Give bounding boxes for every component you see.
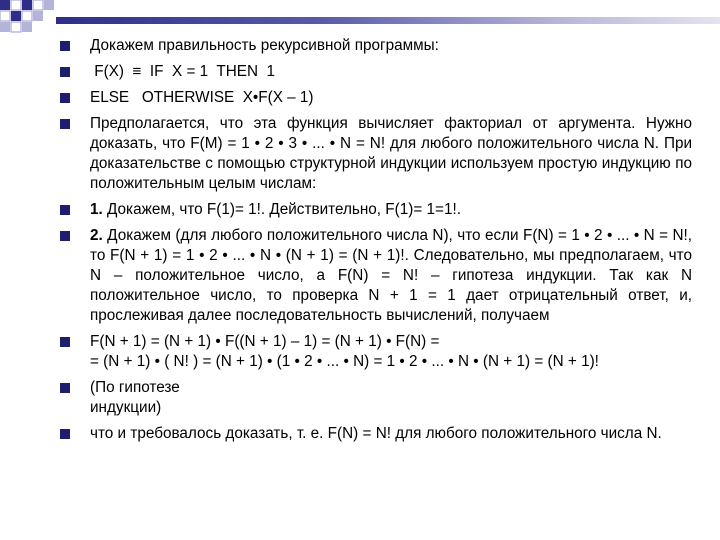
step-number: 2.: [90, 227, 103, 244]
bullet-text: Предполагается, что эта функция вычисляет факториал от аргумента. Нужно доказать, что F(M) = 1 • 2 • 3 • ... • N = N! для любого положительного числа N. При доказательстве с помощью структурной индукции используем простую индукцию по положительным целым числам:: [90, 115, 692, 192]
header-gradient-bar: [56, 17, 720, 24]
bullet-text: Докажем, что F(1)= 1!. Действительно, F(1)= 1=1!.: [102, 201, 461, 218]
formula-line: = (N + 1) • ( N! ) = (N + 1) • (1 • 2 • ... • N) = 1 • 2 • ... • N • (N + 1) = (N + 1)!: [90, 353, 599, 370]
square-bullet-icon: [60, 119, 70, 129]
square-bullet-icon: [60, 231, 70, 241]
bullet-item: [60, 114, 692, 194]
bullet-text: ELSE OTHERWISE X•F(X – 1): [90, 89, 314, 106]
square-bullet-icon: [60, 205, 70, 215]
square-bullet-icon: [60, 383, 70, 393]
bullet-text-line: (По гипотезе: [90, 379, 180, 396]
square-bullet-icon: [60, 93, 70, 103]
bullet-item: [60, 332, 692, 372]
bullet-item: [60, 378, 692, 418]
bullet-item: [60, 88, 692, 108]
bullet-item: [60, 62, 692, 82]
bullet-text-line: индукции): [90, 399, 162, 416]
bullet-text: F(X) ≡ IF X = 1 THEN 1: [90, 63, 276, 80]
bullet-item: [60, 36, 692, 56]
square-bullet-icon: [60, 429, 70, 439]
bullet-text: что и требовалось доказать, т. е. F(N) = N! для любого положительного числа N.: [90, 425, 662, 442]
bullet-text: Докажем (для любого положительного числа N), что если F(N) = 1 • 2 • ... • N = N!, то F(N + 1) = 1 • 2 • ... • N • (N + 1) = (N + 1)!. Следовательно, мы предполагаем, что N – положительное число, а F(N) = N! – гипотеза индукции. Так как N положительное число, то проверка N + 1 = 1 дает отрицательный ответ, и, прослеживая далее последовательность вычислений, получаем: [90, 227, 692, 324]
step-number: 1.: [90, 201, 103, 218]
formula-line: F(N + 1) = (N + 1) • F((N + 1) – 1) = (N + 1) • F(N) =: [90, 333, 440, 350]
bullet-text: Докажем правильность рекурсивной программы:: [90, 37, 439, 54]
square-bullet-icon: [60, 67, 70, 77]
corner-squares-decoration: [0, 0, 60, 40]
bullet-item: [60, 226, 692, 326]
bullet-item: [60, 424, 692, 444]
square-bullet-icon: [60, 41, 70, 51]
square-bullet-icon: [60, 337, 70, 347]
bullet-item: [60, 200, 692, 220]
slide-content: [60, 36, 692, 450]
